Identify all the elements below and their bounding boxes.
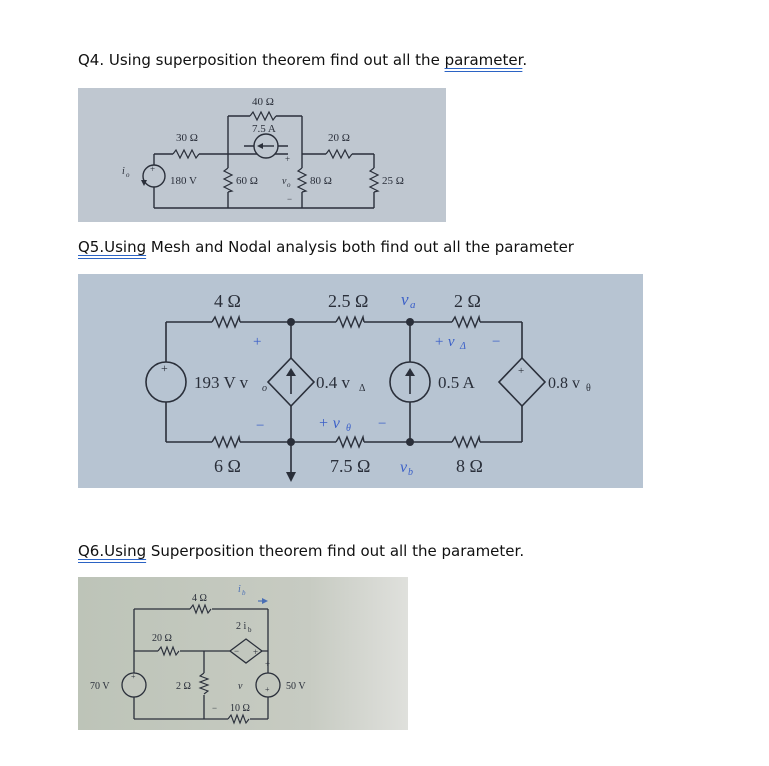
q5-label-4ohm: 4 Ω <box>214 291 241 311</box>
q4-heading-suffix: . <box>522 51 528 69</box>
q5-label-vdelta-minus: − <box>492 334 501 350</box>
q5-label-0-4v: 0.4 v <box>316 373 350 392</box>
q4-label-30ohm: 30 Ω <box>176 132 198 144</box>
q5-label-vo-plus: + <box>253 334 262 350</box>
q5-label-193v-sub: o <box>262 383 267 394</box>
q5-label-8ohm: 8 Ω <box>456 456 483 476</box>
q6-label-2ohm: 2 Ω <box>176 681 191 692</box>
q5-label-193v: 193 V v <box>194 373 249 392</box>
q5-label-vb-sub: b <box>408 467 413 478</box>
q5-label-vb: v <box>400 459 408 476</box>
q4-label-vo-plus: + <box>285 154 291 164</box>
q6-label-50v: 50 V <box>286 681 306 692</box>
q6-label-10ohm: 10 Ω <box>230 703 250 714</box>
q4-heading-word: parameter <box>444 51 523 69</box>
q5-label-vdelta-sub: Δ <box>460 341 466 352</box>
q4-label-vo-sub: o <box>287 181 291 189</box>
q5-label-0-8v: 0.8 v <box>548 375 580 392</box>
q4-circuit-figure <box>78 88 446 222</box>
q6-label-4ohm: 4 Ω <box>192 593 207 604</box>
q4-label-io: i <box>122 166 125 177</box>
q5-label-va-sub: a <box>410 299 416 311</box>
q4-label-vs-plus: + <box>150 164 156 174</box>
q4-heading-prefix: Q4. Using superposition theorem find out all the <box>78 51 445 69</box>
q6-label-70v-plus: + <box>131 672 136 681</box>
q6-label-70v: 70 V <box>90 681 110 692</box>
q4-label-60ohm: 60 Ω <box>236 175 258 187</box>
q6-label-v-minus: − <box>212 703 218 713</box>
q5-label-2-5ohm: 2.5 Ω <box>328 291 369 311</box>
q6-label-v-plus: + <box>265 659 271 669</box>
q5-label-vo-minus: − <box>256 418 265 434</box>
q6-heading-word: Q6.Using <box>78 542 147 560</box>
q4-label-20ohm: 20 Ω <box>328 132 350 144</box>
q4-label-io-sub: o <box>126 171 130 179</box>
q5-label-vtheta-sub: θ <box>346 423 351 434</box>
q4-heading <box>78 51 527 69</box>
q5-label-vdelta: + v <box>434 334 455 350</box>
q5-label-vs-plus: + <box>161 361 168 375</box>
q5-heading-rest: Mesh and Nodal analysis both find out all the parameter <box>146 238 574 256</box>
q5-label-2ohm: 2 Ω <box>454 291 481 311</box>
q6-label-dvs-plus: + <box>253 647 259 657</box>
q4-label-25ohm: 25 Ω <box>382 175 404 187</box>
q6-circuit-svg <box>78 577 408 730</box>
q5-label-0-8v-sub: θ <box>586 383 591 394</box>
q5-label-vtheta: + v <box>318 415 340 432</box>
q6-label-2ib-sub: b <box>248 626 252 634</box>
q4-label-180v: 180 V <box>170 175 197 187</box>
q6-heading-rest: Superposition theorem find out all the parameter. <box>146 542 525 560</box>
q6-label-50v-plus: + <box>265 685 270 694</box>
q5-heading <box>78 238 574 256</box>
q6-circuit-figure <box>78 577 408 730</box>
q5-circuit-figure <box>78 274 643 488</box>
q5-circuit-svg <box>78 274 643 488</box>
q5-heading-word: Q5.Using <box>78 238 147 256</box>
q4-circuit-svg <box>78 88 446 222</box>
q5-label-dvs-plus: + <box>518 365 525 377</box>
q5-label-0-5a: 0.5 A <box>438 373 475 392</box>
q6-label-2ib: 2 i <box>236 621 247 632</box>
q5-label-0-4v-sub: Δ <box>359 383 366 394</box>
q4-label-80ohm: 80 Ω <box>310 175 332 187</box>
q5-label-6ohm: 6 Ω <box>214 456 241 476</box>
q6-label-ib: i <box>238 584 241 595</box>
q6-label-ib-sub: b <box>242 589 246 597</box>
q6-label-v: v <box>238 681 243 692</box>
q4-label-vo: v <box>282 176 287 187</box>
q4-label-7-5a: 7.5 A <box>252 123 276 135</box>
q5-label-va: v <box>401 290 409 309</box>
q4-label-40ohm: 40 Ω <box>252 96 274 108</box>
q5-label-vtheta-minus: − <box>378 416 387 432</box>
q6-label-dvs-minus: − <box>234 646 240 656</box>
q4-label-vo-minus: − <box>287 194 293 204</box>
q6-heading <box>78 542 524 560</box>
q5-label-7-5ohm: 7.5 Ω <box>330 456 371 476</box>
q6-label-20ohm: 20 Ω <box>152 633 172 644</box>
